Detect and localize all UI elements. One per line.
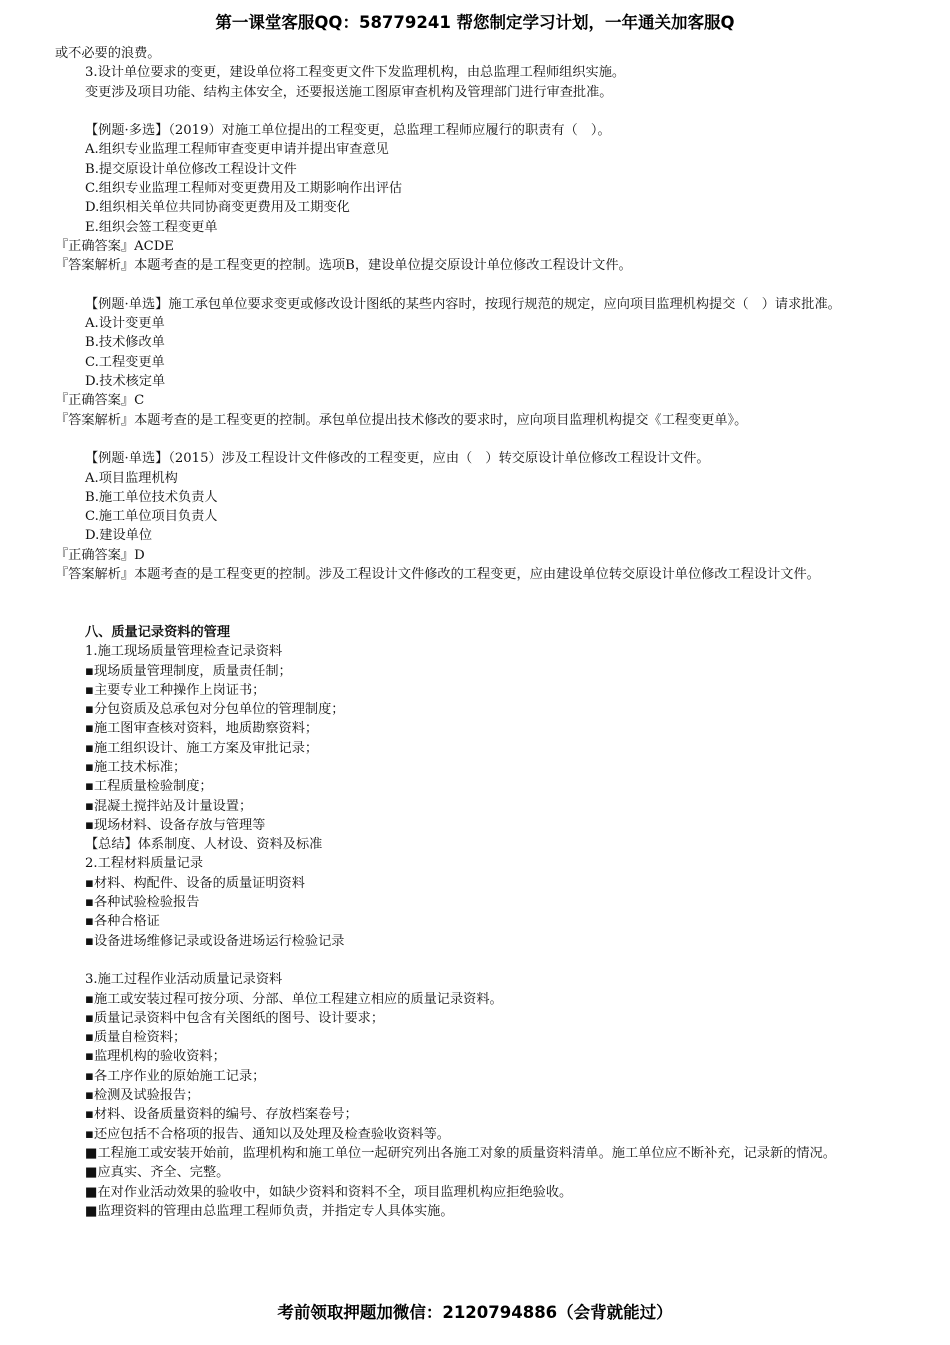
- q3-option-d: D.建设单位: [85, 528, 153, 544]
- sub1-item: ▪工程质量检验制度；: [85, 779, 213, 795]
- intro-line-1: 或不必要的浪费。: [55, 46, 161, 61]
- q1-answer: 『正确答案』ACDE: [55, 238, 174, 254]
- sub3-item: ▪质量自检资料；: [85, 1030, 187, 1046]
- q1-option-c: C.组织专业监理工程师对变更费用及工期影响作出评估: [85, 181, 403, 197]
- q1-option-a: A.组织专业监理工程师审查变更申请并提出审查意见: [85, 142, 389, 158]
- q1-option-e: E.组织会签工程变更单: [85, 219, 218, 235]
- section-8-title: 八、质量记录资料的管理: [85, 624, 231, 640]
- note-item: ■应真实、齐全、完整。: [85, 1165, 230, 1181]
- sub2-title: 2.工程材料质量记录: [85, 856, 204, 872]
- q2-analysis: 『答案解析』本题考查的是工程变更的控制。承包单位提出技术修改的要求时，应向项目监理机构提交《工程变更单》。: [55, 412, 748, 428]
- q3-option-c: C.施工单位项目负责人: [85, 509, 218, 525]
- sub1-item: ▪混凝土搅拌站及计量设置；: [85, 798, 253, 814]
- intro-line-2: 3.设计单位要求的变更，建设单位将工程变更文件下发监理机构，由总监理工程师组织实施。: [85, 65, 626, 81]
- sub1-summary: 【总结】体系制度、人材设、资料及标准: [85, 837, 323, 853]
- q1-option-b: B.提交原设计单位修改工程设计文件: [85, 161, 297, 177]
- sub1-item: ▪现场材料、设备存放与管理等: [85, 817, 266, 833]
- sub3-title: 3.施工过程作业活动质量记录资料: [85, 972, 283, 988]
- q1-stem: 【例题·多选】（2019）对施工单位提出的工程变更，总监理工程师应履行的职责有（ ）。: [85, 123, 611, 139]
- sub1-item: ▪施工技术标准；: [85, 759, 187, 775]
- q2-option-d: D.技术核定单: [85, 374, 166, 390]
- sub1-item: ▪分包资质及总承包对分包单位的管理制度；: [85, 702, 345, 718]
- q2-answer: 『正确答案』C: [55, 393, 145, 409]
- q2-option-a: A.设计变更单: [85, 316, 165, 332]
- q3-stem: 【例题·单选】（2015）涉及工程设计文件修改的工程变更，应由（ ）转交原设计单位修改工程设计文件。: [85, 451, 710, 467]
- sub3-item: ▪材料、设备质量资料的编号、存放档案卷号；: [85, 1107, 358, 1123]
- q2-stem: 【例题·单选】施工承包单位要求变更或修改设计图纸的某些内容时，按现行规范的规定，应向项目监理机构提交（ ）请求批准。: [85, 296, 841, 312]
- sub3-item: ▪施工或安装过程可按分项、分部、单位工程建立相应的质量记录资料。: [85, 991, 503, 1007]
- sub3-item: ▪监理机构的验收资料；: [85, 1049, 226, 1065]
- sub2-item: ▪各种试验检验报告: [85, 895, 200, 911]
- document-body: [55, 44, 900, 1221]
- note-item: ■监理资料的管理由总监理工程师负责，并指定专人具体实施。: [85, 1203, 454, 1219]
- intro-line-3: 变更涉及项目功能、结构主体安全，还要报送施工图原审查机构及管理部门进行审查批准。: [85, 84, 613, 100]
- q3-analysis: 『答案解析』本题考查的是工程变更的控制。涉及工程设计文件修改的工程变更，应由建设单位转交原设计单位修改工程设计文件。: [55, 567, 820, 583]
- q1-option-d: D.组织相关单位共同协商变更费用及工期变化: [85, 200, 350, 216]
- sub1-item: ▪施工图审查核对资料，地质勘察资料；: [85, 721, 319, 737]
- page-footer: 考前领取押题加微信：2120794886（会背就能过）: [277, 1303, 673, 1322]
- q3-answer: 『正确答案』D: [55, 547, 145, 563]
- sub1-item: ▪主要专业工种操作上岗证书；: [85, 682, 266, 698]
- sub2-item: ▪设备进场维修记录或设备进场运行检验记录: [85, 933, 345, 949]
- sub3-item: ▪各工序作业的原始施工记录；: [85, 1068, 266, 1084]
- sub3-item: ▪还应包括不合格项的报告、通知以及处理及检查验收资料等。: [85, 1126, 450, 1142]
- q2-option-b: B.技术修改单: [85, 335, 165, 351]
- sub1-item: ▪现场质量管理制度，质量责任制；: [85, 663, 292, 679]
- q1-analysis: 『答案解析』本题考查的是工程变更的控制。选项B，建设单位提交原设计单位修改工程设计文件。: [55, 258, 632, 274]
- sub2-item: ▪各种合格证: [85, 914, 160, 930]
- q3-option-a: A.项目监理机构: [85, 470, 178, 486]
- note-item: ■工程施工或安装开始前，监理机构和施工单位一起研究列出各施工对象的质量资料清单。施工单位应不断补充，记录新的情况。: [85, 1145, 836, 1161]
- sub3-item: ▪质量记录资料中包含有关图纸的图号、设计要求；: [85, 1010, 385, 1026]
- q2-option-c: C.工程变更单: [85, 354, 165, 370]
- sub1-item: ▪施工组织设计、施工方案及审批记录；: [85, 740, 319, 756]
- sub3-item: ▪检测及试验报告；: [85, 1088, 200, 1104]
- page-header: 第一课堂客服QQ：58779241 帮您制定学习计划，一年通关加客服Q: [215, 13, 735, 32]
- sub1-title: 1.施工现场质量管理检查记录资料: [85, 644, 283, 660]
- sub2-item: ▪材料、构配件、设备的质量证明资料: [85, 875, 305, 891]
- q3-option-b: B.施工单位技术负责人: [85, 489, 218, 505]
- note-item: ■在对作业活动效果的验收中，如缺少资料和资料不全，项目监理机构应拒绝验收。: [85, 1184, 573, 1200]
